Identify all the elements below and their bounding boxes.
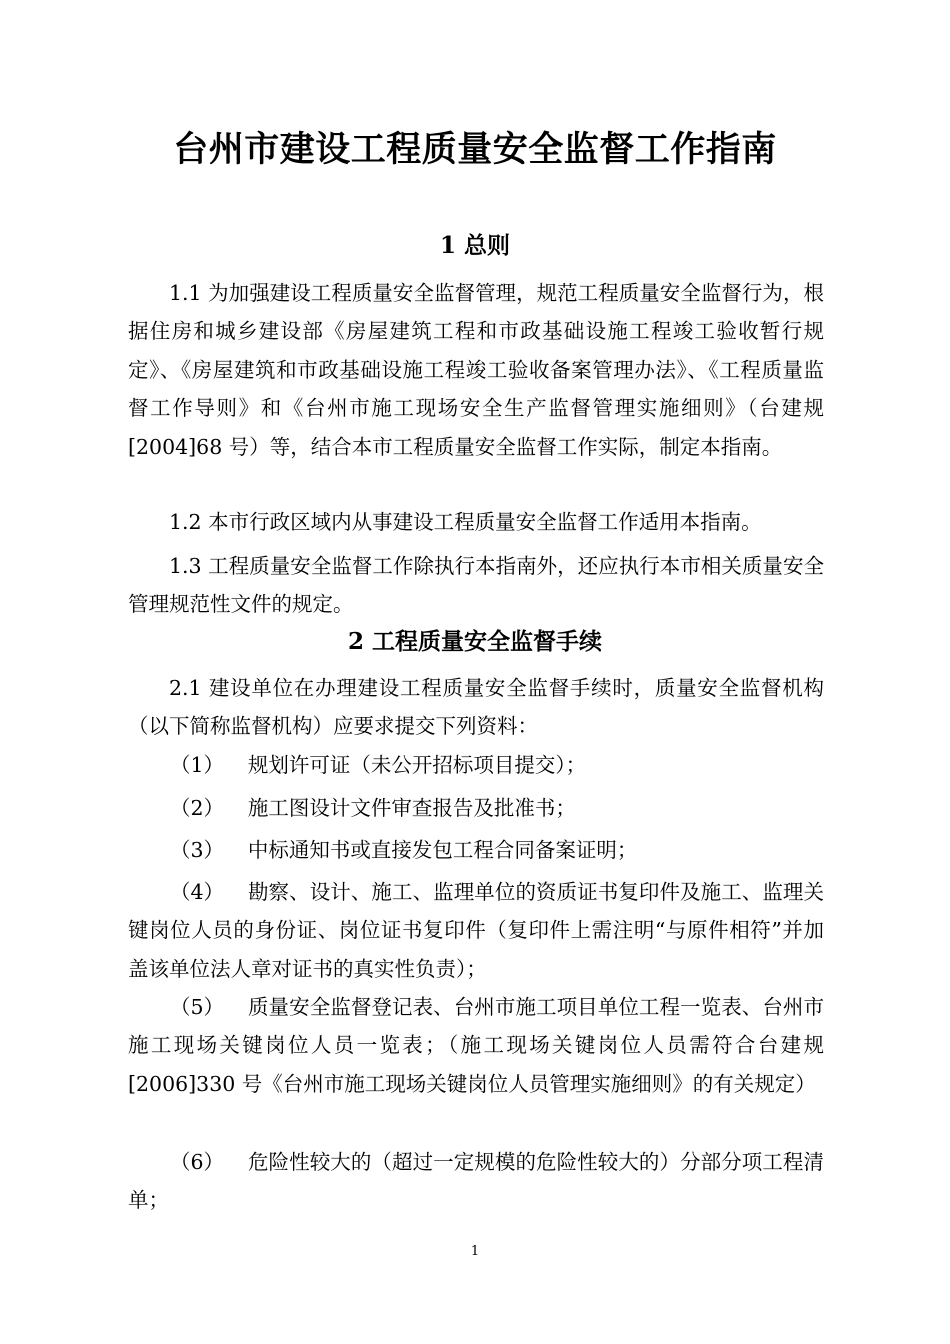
list-item-number: （4） — [170, 880, 225, 904]
list-item-3 — [128, 831, 824, 869]
list-item-text: 质量安全监督登记表、台州市施工项目单位工程一览表、台州市施工现场关键岗位人员一览表；（施工现场关键岗位人员需符合台建规[2006]330 号《台州市施工现场关键岗位人员管理实施细则》的有关规定） — [128, 995, 824, 1096]
section-heading-supervision-procedures: 2 工程质量安全监督手续 — [347, 628, 602, 655]
list-item-number: （1） — [170, 753, 225, 777]
list-item-2 — [128, 789, 824, 827]
list-item-5 — [128, 988, 824, 1103]
list-item-text: 中标通知书或直接发包工程合同备案证明； — [247, 838, 638, 862]
document-title: 台州市建设工程质量安全监督工作指南 — [173, 130, 777, 170]
list-item-text: 勘察、设计、施工、监理单位的资质证书复印件及施工、监理关键岗位人员的身份证、岗位证书复印件（复印件上需注明“与原件相符”并加盖该单位法人章对证书的真实性负责）； — [128, 880, 824, 981]
paragraph-1-1: 1.1 为加强建设工程质量安全监督管理，规范工程质量安全监督行为，根据住房和城乡建设部《房屋建筑工程和市政基础设施工程竣工验收暂行规定》、《房屋建筑和市政基础设施工程竣工验收备案管理办法》、《工程质量监督工作导则》和《台州市施工现场安全生产监督管理实施细则》（台建规[2004]68 号）等，结合本市工程质量安全监督工作实际，制定本指南。 — [128, 281, 824, 459]
list-item-text: 危险性较大的（超过一定规模的危险性较大的）分部分项工程清单； — [128, 1150, 824, 1213]
list-item-6 — [128, 1143, 824, 1220]
section-heading-general: 1 总则 — [439, 232, 510, 259]
paragraph-1-3: 1.3 工程质量安全监督工作除执行本指南外，还应执行本市相关质量安全管理规范性文件的规定。 — [128, 554, 824, 617]
list-item-text: 施工图设计文件审查报告及批准书； — [247, 796, 576, 820]
list-item-number: （6） — [170, 1150, 225, 1174]
paragraph-2-1: 2.1 建设单位在办理建设工程质量安全监督手续时，质量安全监督机构（以下简称监督机构）应要求提交下列资料： — [128, 676, 824, 739]
page-number: 1 — [470, 1244, 480, 1259]
list-item-text: 规划许可证（未公开招标项目提交）； — [247, 753, 587, 777]
list-item-4 — [128, 873, 824, 988]
list-item-number: （3） — [170, 838, 225, 862]
list-item-1 — [128, 746, 824, 784]
list-item-number: （5） — [170, 995, 225, 1019]
paragraph-1-2: 1.2 本市行政区域内从事建设工程质量安全监督工作适用本指南。 — [169, 510, 762, 534]
list-item-number: （2） — [170, 796, 225, 820]
